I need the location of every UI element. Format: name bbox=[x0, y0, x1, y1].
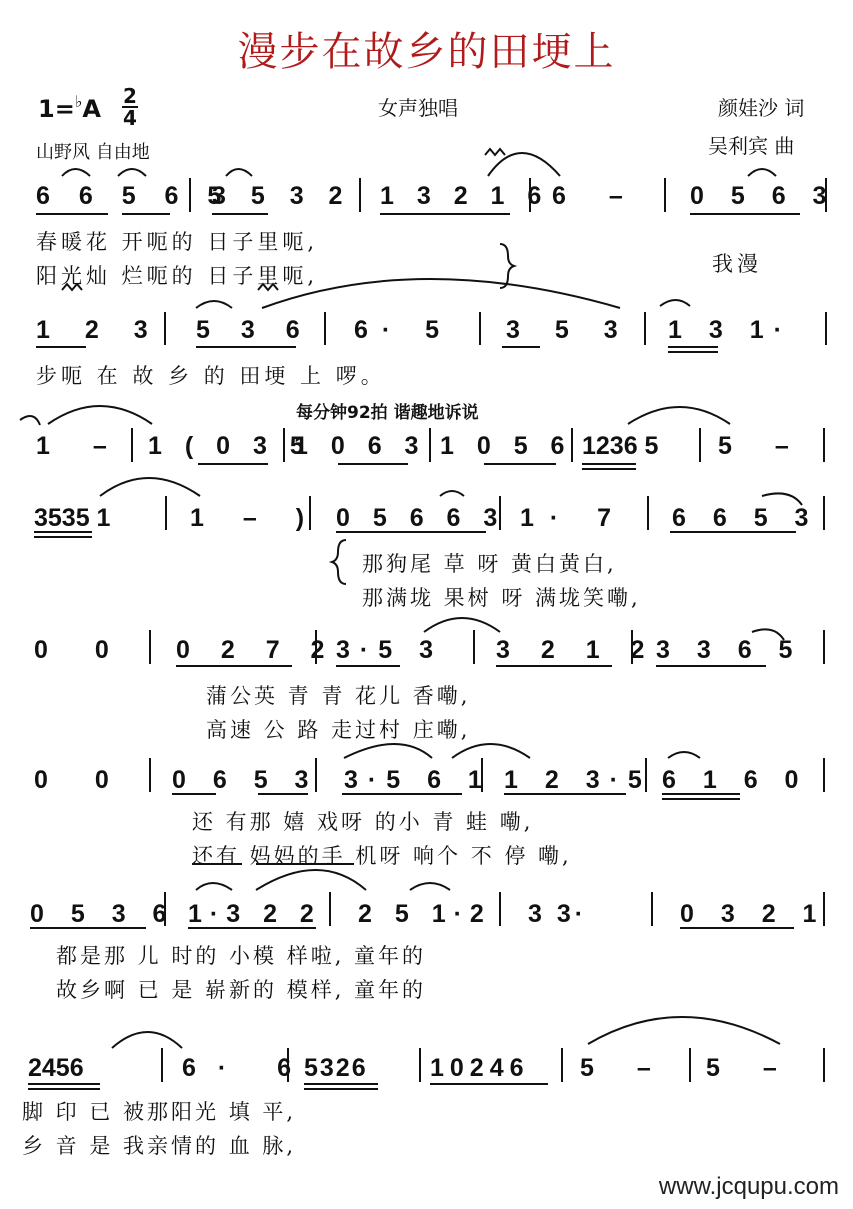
performer: 女声独唱 bbox=[378, 96, 458, 120]
lyric-line-4: 那狗尾 草 呀 黄白黄白, bbox=[362, 552, 617, 576]
measure-14-notes: 1 0 5 6 bbox=[440, 432, 573, 460]
lyric-line-11: 故乡啊 已 是 崭新的 模样, 童年的 bbox=[56, 978, 427, 1002]
time-bottom: 4 bbox=[123, 106, 137, 130]
measure-18-notes: 1 – ) bbox=[190, 504, 321, 532]
measure-3-notes: 1 3 2 1 6 bbox=[380, 182, 550, 210]
measure-22-notes: 0 0 bbox=[34, 636, 129, 664]
measure-17-notes: 3535 1 bbox=[34, 504, 111, 532]
lyric-line-9: 还有 妈妈的手 机呀 响个 不 停 嘞, bbox=[192, 844, 572, 868]
watermark: www.jcqupu.com bbox=[658, 1173, 839, 1200]
measure-27-notes: 0 0 bbox=[34, 766, 129, 794]
lyric-line-10: 都是那 儿 时的 小模 样啦, 童年的 bbox=[56, 944, 427, 968]
lyricist: 颜娃沙 词 bbox=[718, 96, 805, 120]
lyric-line-12: 脚 印 已 被那阳光 填 平, bbox=[22, 1100, 297, 1124]
measure-20-notes: 1· 7 bbox=[520, 504, 628, 532]
measure-30-notes: 1 2 3·5 bbox=[504, 766, 652, 794]
measure-39-notes: 5326 bbox=[304, 1054, 368, 1082]
song-title: 漫步在故乡的田埂上 bbox=[237, 29, 616, 75]
measure-11-notes: 1 – bbox=[36, 432, 125, 460]
measure-32-notes: 0 5 3 6 bbox=[30, 900, 177, 928]
lyric-line-7: 高速 公 路 走过村 庄嘞, bbox=[206, 718, 471, 742]
measure-5-notes: 0 5 6 3 bbox=[690, 182, 837, 210]
measure-41-notes: 5 – bbox=[580, 1054, 669, 1082]
lyric-line-6: 蒲公英 青 青 花儿 香嘞, bbox=[206, 684, 471, 708]
measure-9-notes: 3 5 3 bbox=[506, 316, 632, 344]
measure-15-notes: 1236 5 bbox=[582, 432, 659, 460]
tempo-marking: 山野风 自由地 bbox=[36, 142, 150, 163]
measure-13-notes: 1 0 6 3 bbox=[294, 432, 427, 460]
key-flat: ♭ bbox=[74, 92, 83, 111]
measure-31-notes: 6 1 6 0 bbox=[662, 766, 809, 794]
measure-21-notes: 6 6 5 3 bbox=[672, 504, 819, 532]
lyric-line-3: 步呃 在 故 乡 的 田埂 上 啰。 bbox=[36, 364, 386, 388]
measure-2-notes: 3 5 3 2 bbox=[212, 182, 352, 210]
measure-23-notes: 0 2 7 2 bbox=[176, 636, 337, 664]
key-note: A bbox=[82, 95, 101, 123]
measure-16-notes: 5 – bbox=[718, 432, 807, 460]
composer: 吴利宾 曲 bbox=[708, 134, 795, 158]
measure-36-notes: 0 3 2 1 bbox=[680, 900, 827, 928]
measure-7-notes: 5 3 6 bbox=[196, 316, 312, 344]
lyric-line-1: 春暖花 开呃的 日子里呃, bbox=[36, 230, 319, 254]
measure-34-notes: 2 5 1·2 bbox=[358, 900, 492, 928]
measure-8-notes: 6· 5 bbox=[354, 316, 454, 344]
measure-33-notes: 1·3 2 2 bbox=[188, 900, 322, 928]
lyric-line-8: 还 有那 嬉 戏呀 的小 青 蛙 嘞, bbox=[192, 810, 534, 834]
measure-1-notes: 6 6 5 6 5 bbox=[36, 182, 233, 210]
measure-42-notes: 5 – bbox=[706, 1054, 795, 1082]
measure-25-notes: 3 2 1 2 bbox=[496, 636, 657, 664]
measure-26-notes: 3 3 6 5 bbox=[656, 636, 803, 664]
measure-10-notes: 1 3 1· bbox=[668, 316, 792, 344]
lyric-pickup: 我漫 bbox=[712, 252, 762, 276]
measure-35-notes: 3 3· bbox=[528, 900, 588, 928]
key-text: 1= bbox=[38, 95, 75, 123]
lyric-line-5: 那满垅 果树 呀 满垅笑嘞, bbox=[362, 586, 641, 610]
measure-37-notes: 2456 bbox=[28, 1054, 84, 1082]
measure-4-notes: 6 – bbox=[552, 182, 641, 210]
measure-6-notes: 1 2 3 bbox=[36, 316, 162, 344]
measure-24-notes: 3·5 3 bbox=[336, 636, 443, 664]
lyric-line-13: 乡 音 是 我亲情的 血 脉, bbox=[22, 1134, 297, 1158]
time-top: 2 bbox=[123, 84, 137, 108]
tempo-change: 每分钟92拍 谐趣地诉说 bbox=[296, 403, 479, 423]
measure-29-notes: 3·5 6 1 bbox=[344, 766, 492, 794]
measure-28-notes: 0 6 5 3 bbox=[172, 766, 319, 794]
measure-40-notes: 10246 bbox=[430, 1054, 530, 1082]
measure-19-notes: 0 5 6 6 3 bbox=[336, 504, 506, 532]
measure-38-notes: 6· 6 bbox=[182, 1054, 314, 1082]
measure-12-notes: 1 ( 0 3 5 bbox=[148, 432, 312, 460]
lyric-line-2: 阳光灿 烂呃的 日子里呃, bbox=[36, 264, 319, 288]
